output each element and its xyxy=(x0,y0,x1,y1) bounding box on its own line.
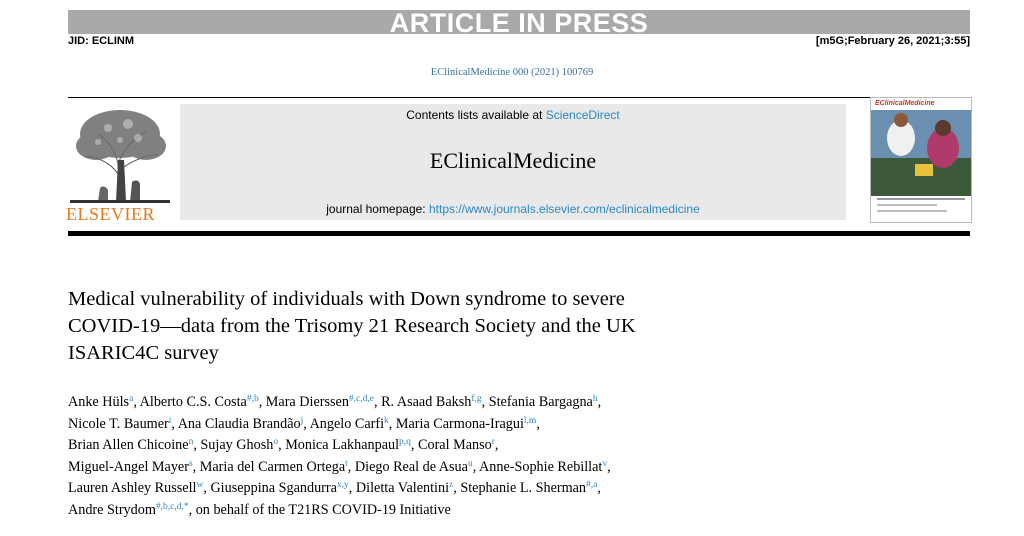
homepage-prefix: journal homepage: xyxy=(326,202,426,216)
title-line: COVID-19—data from the Trisomy 21 Research Society and the UK xyxy=(68,315,636,337)
article-in-press-banner: ARTICLE IN PRESS xyxy=(68,10,970,34)
affiliation-mark[interactable]: p,q xyxy=(399,437,411,448)
affiliation-mark[interactable]: z xyxy=(449,480,454,491)
author-name[interactable]: Lauren Ashley Russell xyxy=(68,480,197,497)
affiliation-mark[interactable]: t xyxy=(345,458,348,469)
article-title xyxy=(68,286,828,367)
author-name[interactable]: R. Asaad Baksh xyxy=(381,394,472,410)
affiliation-mark[interactable]: i xyxy=(168,415,172,426)
affiliation-mark[interactable]: #,b,c,d,* xyxy=(155,501,189,512)
cover-photo-icon xyxy=(871,98,971,222)
affiliation-mark[interactable]: v xyxy=(602,458,608,469)
author-line: Miguel-Angel Mayer$^s$, Maria del Carmen Ortega$^t$, Diego Real de Asua$^u$, Anne-Sophie Rebillat$^v$, xyxy=(68,458,611,475)
author-name[interactable]: Stefania Bargagna xyxy=(488,394,593,410)
author-name[interactable]: Alberto C.S. Costa xyxy=(139,394,247,410)
affiliation-mark[interactable]: u xyxy=(467,458,473,469)
journal-cover-thumbnail[interactable] xyxy=(870,97,972,223)
masthead-top-rule xyxy=(68,97,970,98)
author-name[interactable]: Miguel-Angel Mayer xyxy=(68,458,189,475)
sciencedirect-link[interactable]: ScienceDirect xyxy=(545,108,620,122)
affiliation-mark[interactable]: n xyxy=(188,437,194,448)
affiliation-mark[interactable]: a xyxy=(129,394,134,404)
affiliation-mark[interactable]: #,c,d,e xyxy=(348,394,374,404)
author-name[interactable]: Maria Carmona-Iragui xyxy=(395,415,524,432)
author-name[interactable]: Brian Allen Chicoine xyxy=(68,437,189,454)
author-name[interactable]: Ana Claudia Brandão xyxy=(177,415,301,432)
citation-line[interactable]: EClinicalMedicine 000 (2021) 100769 xyxy=(430,67,594,78)
affiliation-mark[interactable]: #,a xyxy=(586,480,598,491)
author-name[interactable]: Diletta Valentini xyxy=(355,480,450,497)
author-line: Anke Hüls$^a$, Alberto C.S. Costa$^{\#,b}$, Mara Dierssen$^{\#,c,d,e}$, R. Asaad Baksh$^{f,g}$, Stefania Bargagna$^h$, xyxy=(68,394,602,410)
author-name[interactable]: Anne-Sophie Rebillat xyxy=(479,458,603,475)
journal-title: EClinicalMedicine xyxy=(429,148,597,173)
journal-info-panel xyxy=(180,104,846,220)
author-name[interactable]: Giuseppina Sgandurra xyxy=(210,480,337,497)
author-name[interactable]: Stephanie L. Sherman xyxy=(460,480,587,497)
contents-prefix: Contents lists available at xyxy=(406,108,543,122)
affiliation-mark[interactable]: h xyxy=(592,394,598,404)
author-line: Lauren Ashley Russell$^w$, Giuseppina Sgandurra$^{x,y}$, Diletta Valentini$^z$, Stephanie L. Sherman$^{\#,a}$, xyxy=(68,480,601,497)
production-stamp: [m5G;February 26, 2021;3:55] xyxy=(815,35,970,47)
masthead-bottom-rule xyxy=(68,231,970,236)
collaboration-note: , on behalf of the T21RS COVID-19 Initiative xyxy=(188,501,451,518)
affiliation-mark[interactable]: j xyxy=(300,415,304,426)
affiliation-mark[interactable]: w xyxy=(196,480,204,491)
author-name[interactable]: Diego Real de Asua xyxy=(354,458,468,475)
journal-homepage-link[interactable]: https://www.journals.elsevier.com/eclinicalmedicine xyxy=(428,202,700,216)
author-name[interactable]: Maria del Carmen Ortega xyxy=(199,458,346,475)
affiliation-mark[interactable]: x,y xyxy=(336,480,349,491)
author-line: Nicole T. Baumer$^i$, Ana Claudia Brandão$^j$, Angelo Carfi$^k$, Maria Carmona-Iragui$^{l,m}$, xyxy=(68,415,540,432)
affiliation-mark[interactable]: l,m xyxy=(523,415,537,426)
affiliation-mark[interactable]: r xyxy=(491,437,495,448)
title-line: Medical vulnerability of individuals with Down syndrome to severe xyxy=(68,288,625,310)
author-name[interactable]: Nicole T. Baumer xyxy=(68,415,169,432)
title-line: ISARIC4C survey xyxy=(68,342,219,364)
journal-id: JID: ECLINM xyxy=(68,35,134,47)
author-name[interactable]: Monica Lakhanpaul xyxy=(285,437,400,454)
author-name[interactable]: Andre Strydom xyxy=(68,501,156,518)
author-name[interactable]: Angelo Carfi xyxy=(309,415,385,432)
author-line: Brian Allen Chicoine$^n$, Sujay Ghosh$^o$, Monica Lakhanpaul$^{p,q}$, Coral Manso$^r$, xyxy=(68,437,499,454)
contents-line xyxy=(180,108,846,122)
homepage-line xyxy=(180,202,846,216)
affiliation-mark[interactable]: f,g xyxy=(471,394,482,404)
author-line xyxy=(68,500,888,522)
affiliation-mark[interactable]: #,b xyxy=(246,394,259,404)
cover-title: EClinicalMedicine xyxy=(875,100,935,107)
affiliation-mark[interactable]: k xyxy=(384,415,389,426)
author-name[interactable]: Coral Manso xyxy=(418,437,492,454)
affiliation-mark[interactable]: o xyxy=(273,437,279,448)
author-name[interactable]: Sujay Ghosh xyxy=(200,437,274,454)
author-name[interactable]: Anke Hüls xyxy=(68,394,130,410)
author-list xyxy=(68,392,888,522)
publisher-wordmark: ELSEVIER xyxy=(66,204,155,224)
affiliation-mark[interactable]: s xyxy=(188,458,193,469)
author-name[interactable]: Mara Dierssen xyxy=(265,394,349,410)
